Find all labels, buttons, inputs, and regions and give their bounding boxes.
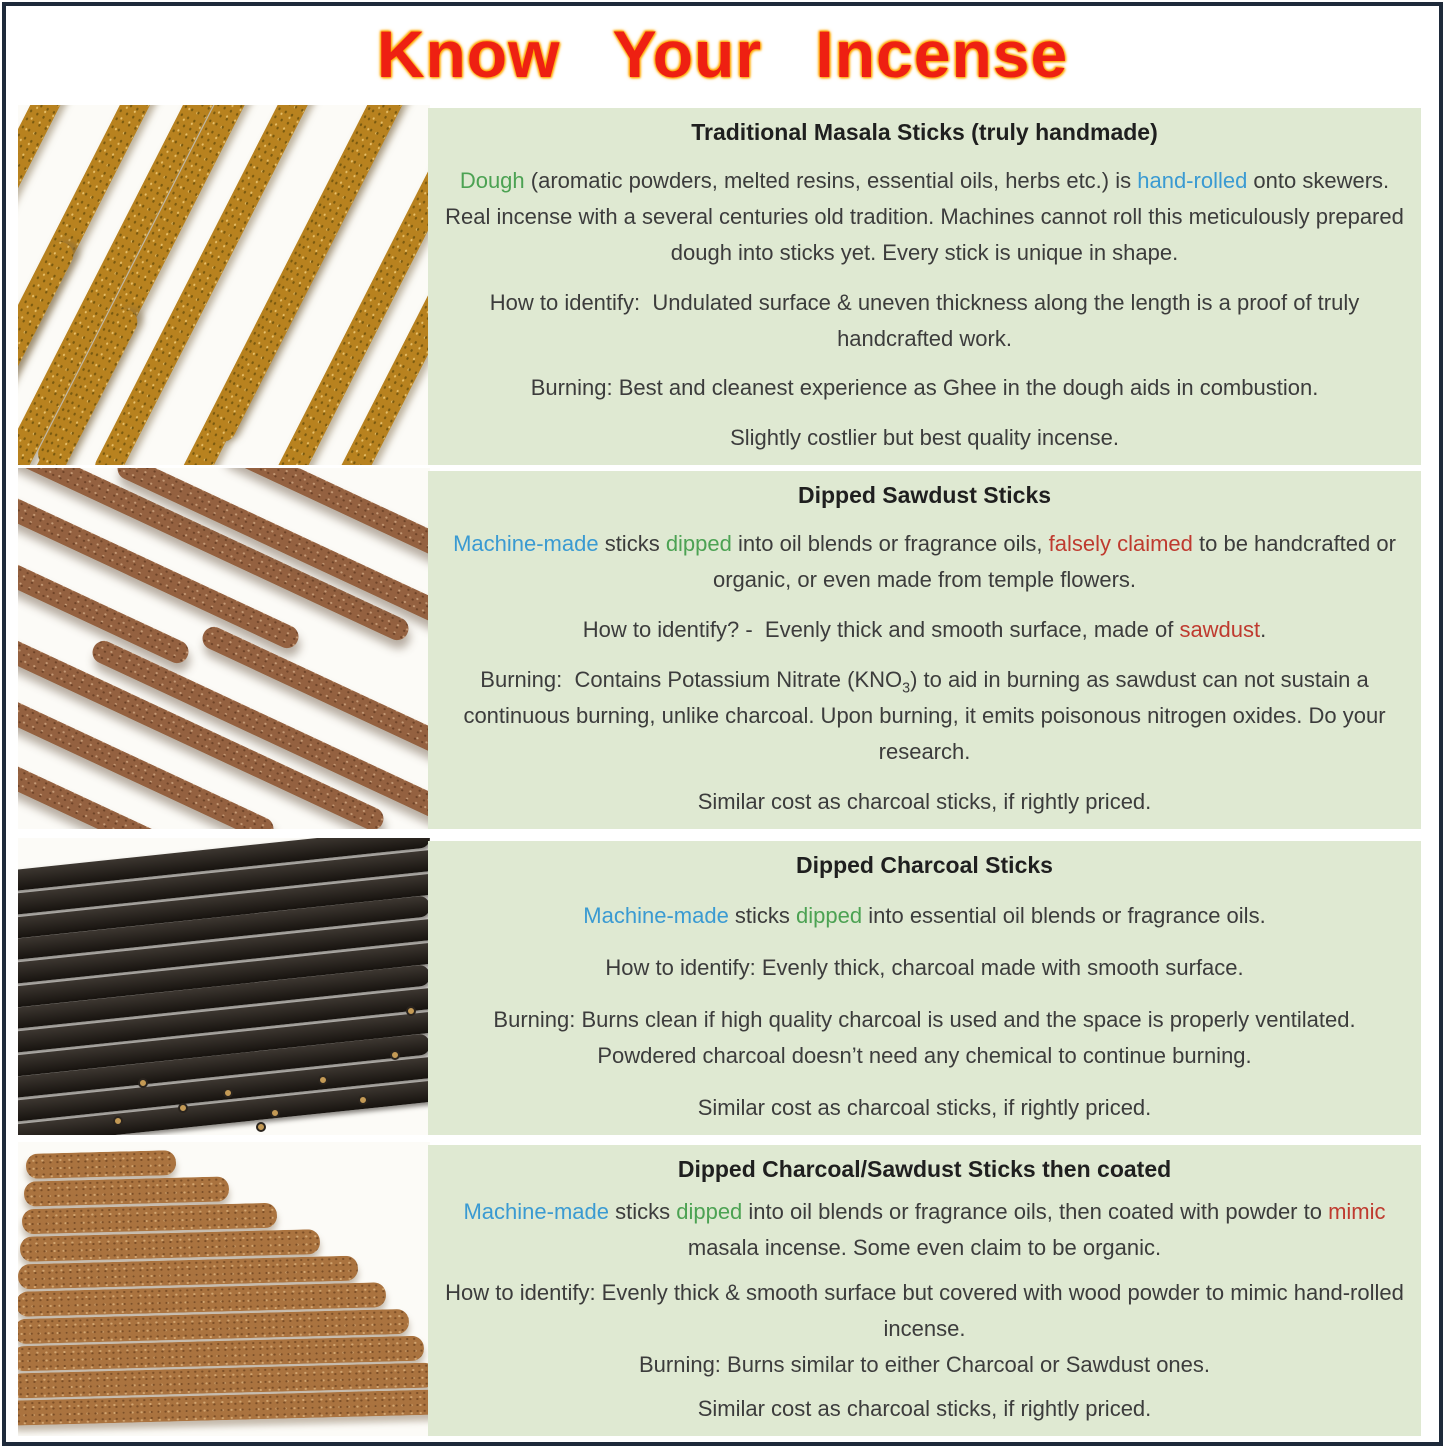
text-span: into essential oil blends or fragrance oils. (862, 903, 1266, 928)
text-span: hand-rolled (1137, 167, 1248, 193)
bamboo-core-dot (406, 1006, 416, 1016)
section-paragraph (445, 1347, 1404, 1383)
coated-panel (428, 1145, 1421, 1436)
section-paragraph (445, 163, 1410, 271)
text-span: Slightly costlier but best quality incense. (730, 425, 1119, 450)
section-paragraph (445, 420, 1404, 456)
section-paragraph (445, 784, 1404, 820)
section-charcoal (0, 837, 1445, 1137)
text-span: 3 (902, 680, 911, 697)
text-span: Similar cost as charcoal sticks, if rightly priced. (697, 1095, 1152, 1120)
text-span: masala incense. Some even claim to be organic. (687, 1199, 1392, 1261)
bamboo-core-dot (270, 1108, 280, 1118)
text-span: ) to aid in burning as sawdust can not sustain a continuous burning, unlike charcoal. Upon burning, it emits poisonous nitrogen oxides. Do your research. (463, 667, 1392, 764)
masala-sticks-photo (18, 105, 430, 465)
section-heading: Dipped Charcoal Sticks (796, 852, 1053, 878)
text-span: Burning: Burns clean if high quality charcoal is used and the space is properly ventilated. Powdered charcoal doesn’t need any chemical to continue burning. (493, 1007, 1362, 1068)
section-coated (0, 1141, 1445, 1438)
bamboo-core-dot (138, 1078, 148, 1088)
text-span: Similar cost as charcoal sticks, if rightly priced. (697, 1395, 1152, 1421)
section-paragraph (445, 1194, 1404, 1266)
text-span: sticks (608, 1199, 677, 1225)
section-paragraph (445, 285, 1404, 357)
section-paragraph (445, 1090, 1404, 1126)
text-span: How to identify? - Evenly thick and smooth surface, made of (582, 617, 1180, 642)
masala-panel (428, 108, 1421, 465)
text-span: Machine-made (463, 1199, 609, 1225)
section-paragraph (445, 1002, 1404, 1074)
bamboo-core-dot (178, 1103, 188, 1113)
text-span: dipped (796, 903, 863, 928)
text-span: Dough (459, 167, 525, 193)
incense-stick (26, 1150, 177, 1179)
sawdust-sticks-photo (18, 468, 430, 829)
text-span: How to identify: Evenly thick & smooth surface but covered with wood powder to mimic hand-rolled incense. (445, 1279, 1410, 1341)
bamboo-core-dot (390, 1050, 400, 1060)
bamboo-core-dot (358, 1095, 368, 1105)
text-span: How to identify: Undulated surface & uneven thickness along the length is a proof of truly handcrafted work. (489, 289, 1366, 351)
section-paragraph (445, 370, 1404, 406)
bamboo-core-dot (223, 1088, 233, 1098)
text-span: sawdust (1179, 617, 1261, 642)
text-span: dipped (676, 1199, 743, 1225)
section-paragraph (445, 526, 1404, 598)
text-span: . (1260, 617, 1267, 642)
text-span: Burning: Burns similar to either Charcoal or Sawdust ones. (638, 1351, 1211, 1377)
text-span: Burning: Contains Potassium Nitrate (KNO (480, 667, 903, 692)
section-paragraph (445, 612, 1404, 648)
coated-sticks-photo (18, 1142, 430, 1436)
sawdust-panel (428, 471, 1421, 829)
text-span: dipped (665, 531, 732, 556)
text-span: Burning: Best and cleanest experience as Ghee in the dough aids in combustion. (530, 375, 1319, 401)
charcoal-sticks-photo (18, 838, 430, 1135)
section-paragraph (445, 1275, 1410, 1347)
section-heading: Dipped Sawdust Sticks (797, 482, 1052, 508)
text-span: sticks (728, 903, 797, 928)
page-title: Know Your Incense (376, 17, 1069, 91)
text-span: to be handcrafted or organic, or even made from temple flowers. (712, 531, 1403, 592)
charcoal-panel (428, 841, 1421, 1135)
bamboo-core-dot (318, 1075, 328, 1085)
section-heading: Traditional Masala Sticks (truly handmade) (691, 119, 1158, 145)
text-span: How to identify: Evenly thick, charcoal made with smooth surface. (605, 955, 1244, 980)
section-paragraph (445, 950, 1404, 986)
text-span: Machine-made (583, 903, 729, 928)
text-span: mimic (1328, 1199, 1386, 1225)
page-header (0, 6, 1445, 102)
incense-stick (22, 1202, 278, 1234)
section-masala (0, 104, 1445, 467)
text-span: falsely claimed (1048, 531, 1193, 556)
section-sawdust (0, 467, 1445, 831)
bamboo-core-dot (113, 1116, 123, 1126)
bamboo-core-dot (256, 1122, 266, 1132)
incense-stick (20, 1229, 321, 1262)
section-paragraph (445, 898, 1404, 934)
section-paragraph (445, 1391, 1404, 1427)
section-paragraph (445, 662, 1404, 770)
text-span: onto skewers. Real incense with a several centuries old tradition. Machines cannot roll this meticulously prepared dough into sticks yet. Every stick is unique in shape. (445, 167, 1410, 265)
text-span: Machine-made (453, 531, 599, 556)
text-span: into oil blends or fragrance oils, then coated with powder to (742, 1199, 1329, 1225)
section-heading: Dipped Charcoal/Sawdust Sticks then coated (677, 1156, 1172, 1182)
incense-stick (24, 1176, 230, 1206)
text-span: (aromatic powders, melted resins, essential oils, herbs etc.) is (524, 167, 1138, 193)
text-span: sticks (598, 531, 666, 556)
text-span: into oil blends or fragrance oils, (731, 531, 1049, 556)
text-span: Similar cost as charcoal sticks, if rightly priced. (697, 789, 1152, 814)
